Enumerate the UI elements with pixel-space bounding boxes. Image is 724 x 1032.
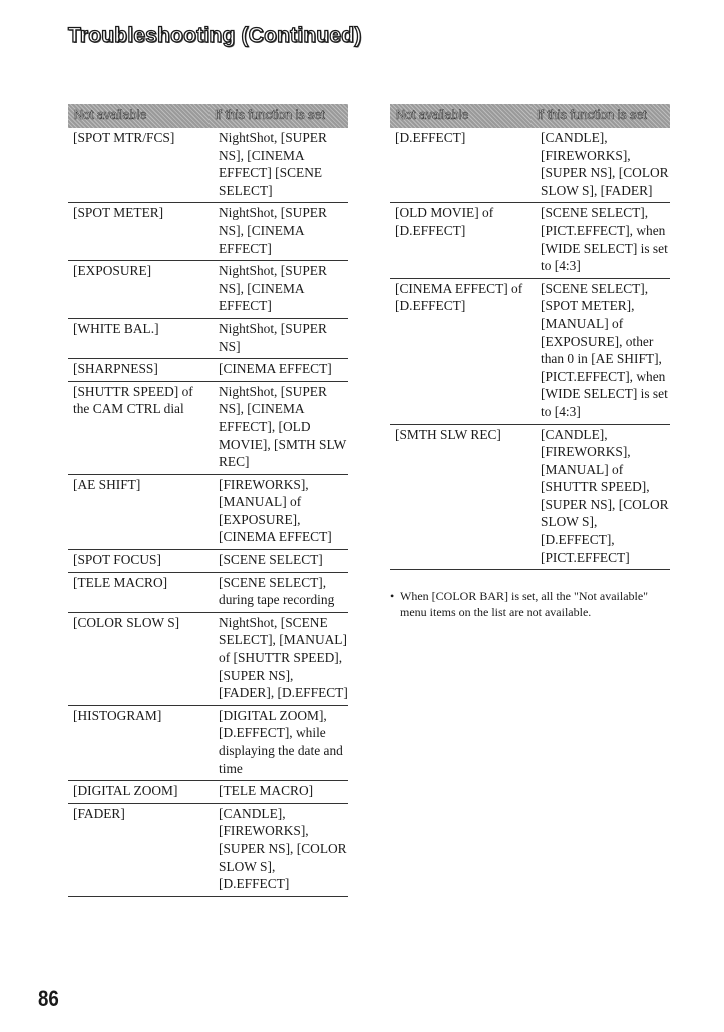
- note-bullet: •: [390, 589, 395, 604]
- header-if-function-set: If this function is set: [531, 104, 670, 128]
- table-header-row: [68, 104, 348, 128]
- row-conflict: NightShot, [SUPER NS], [CINEMA EFFECT]: [209, 203, 348, 261]
- table-row: [68, 781, 348, 804]
- table-row: [390, 278, 670, 424]
- row-conflict: NightShot, [SCENE SELECT], [MANUAL] of [SHUTTR SPEED], [SUPER NS], [FADER], [D.EFFECT]: [209, 612, 348, 705]
- row-conflict: [SCENE SELECT], [SPOT METER], [MANUAL] of [EXPOSURE], other than 0 in [AE SHIFT], [PICT.EFFECT], when [WIDE SELECT] is set to [4:3]: [531, 278, 670, 424]
- color-bar-note: [390, 588, 670, 620]
- row-conflict: NightShot, [SUPER NS], [CINEMA EFFECT] [SCENE SELECT]: [209, 128, 348, 203]
- right-function-table: [390, 104, 670, 570]
- row-conflict: [DIGITAL ZOOM], [D.EFFECT], while displaying the date and time: [209, 705, 348, 780]
- row-item: [DIGITAL ZOOM]: [68, 781, 209, 804]
- row-item: [EXPOSURE]: [68, 261, 209, 319]
- table-row: [68, 803, 348, 896]
- row-item: [AE SHIFT]: [68, 474, 209, 549]
- left-function-table: [68, 104, 348, 897]
- row-item: [HISTOGRAM]: [68, 705, 209, 780]
- row-item: [SPOT MTR/FCS]: [68, 128, 209, 203]
- row-conflict: [TELE MACRO]: [209, 781, 348, 804]
- row-item: [SHARPNESS]: [68, 359, 209, 382]
- table-row: [390, 424, 670, 570]
- table-row: [68, 203, 348, 261]
- table-row: [68, 474, 348, 549]
- row-item: [TELE MACRO]: [68, 572, 209, 612]
- page-title: Troubleshooting (Continued): [68, 24, 362, 47]
- header-if-function-set: If this function is set: [209, 104, 348, 128]
- row-conflict: [FIREWORKS], [MANUAL] of [EXPOSURE], [CINEMA EFFECT]: [209, 474, 348, 549]
- table-row: [390, 203, 670, 278]
- row-item: [OLD MOVIE] of [D.EFFECT]: [390, 203, 531, 278]
- page-number: 86: [38, 986, 59, 1011]
- row-conflict: [CINEMA EFFECT]: [209, 359, 348, 382]
- table-row: [68, 318, 348, 358]
- table-header-row: [390, 104, 670, 128]
- row-item: [SMTH SLW REC]: [390, 424, 531, 570]
- header-not-available: Not available: [68, 104, 209, 128]
- table-row: [68, 359, 348, 382]
- row-conflict: NightShot, [SUPER NS]: [209, 318, 348, 358]
- note-text: When [COLOR BAR] is set, all the "Not available" menu items on the list are not available.: [400, 589, 649, 620]
- row-conflict: NightShot, [SUPER NS], [CINEMA EFFECT]: [209, 261, 348, 319]
- row-conflict: [SCENE SELECT]: [209, 550, 348, 573]
- header-not-available: Not available: [390, 104, 531, 128]
- right-column: [390, 104, 670, 620]
- row-conflict: [CANDLE], [FIREWORKS], [SUPER NS], [COLOR SLOW S], [FADER]: [531, 128, 670, 203]
- row-conflict: [SCENE SELECT], [PICT.EFFECT], when [WIDE SELECT] is set to [4:3]: [531, 203, 670, 278]
- table-row: [68, 612, 348, 705]
- row-item: [FADER]: [68, 803, 209, 896]
- table-row: [390, 128, 670, 203]
- row-conflict: NightShot, [SUPER NS], [CINEMA EFFECT], [OLD MOVIE], [SMTH SLW REC]: [209, 381, 348, 474]
- table-row: [68, 572, 348, 612]
- row-item: [WHITE BAL.]: [68, 318, 209, 358]
- table-row: [68, 128, 348, 203]
- table-row: [68, 381, 348, 474]
- table-row: [68, 550, 348, 573]
- row-conflict: [CANDLE], [FIREWORKS], [SUPER NS], [COLOR SLOW S], [D.EFFECT]: [209, 803, 348, 896]
- row-item: [SPOT FOCUS]: [68, 550, 209, 573]
- row-conflict: [SCENE SELECT], during tape recording: [209, 572, 348, 612]
- left-column: [68, 104, 348, 897]
- row-item: [D.EFFECT]: [390, 128, 531, 203]
- row-item: [COLOR SLOW S]: [68, 612, 209, 705]
- row-conflict: [CANDLE], [FIREWORKS], [MANUAL] of [SHUTTR SPEED], [SUPER NS], [COLOR SLOW S], [D.EFFECT], [PICT.EFFECT]: [531, 424, 670, 570]
- row-item: [SPOT METER]: [68, 203, 209, 261]
- row-item: [SHUTTR SPEED] of the CAM CTRL dial: [68, 381, 209, 474]
- table-row: [68, 705, 348, 780]
- row-item: [CINEMA EFFECT] of [D.EFFECT]: [390, 278, 531, 424]
- table-row: [68, 261, 348, 319]
